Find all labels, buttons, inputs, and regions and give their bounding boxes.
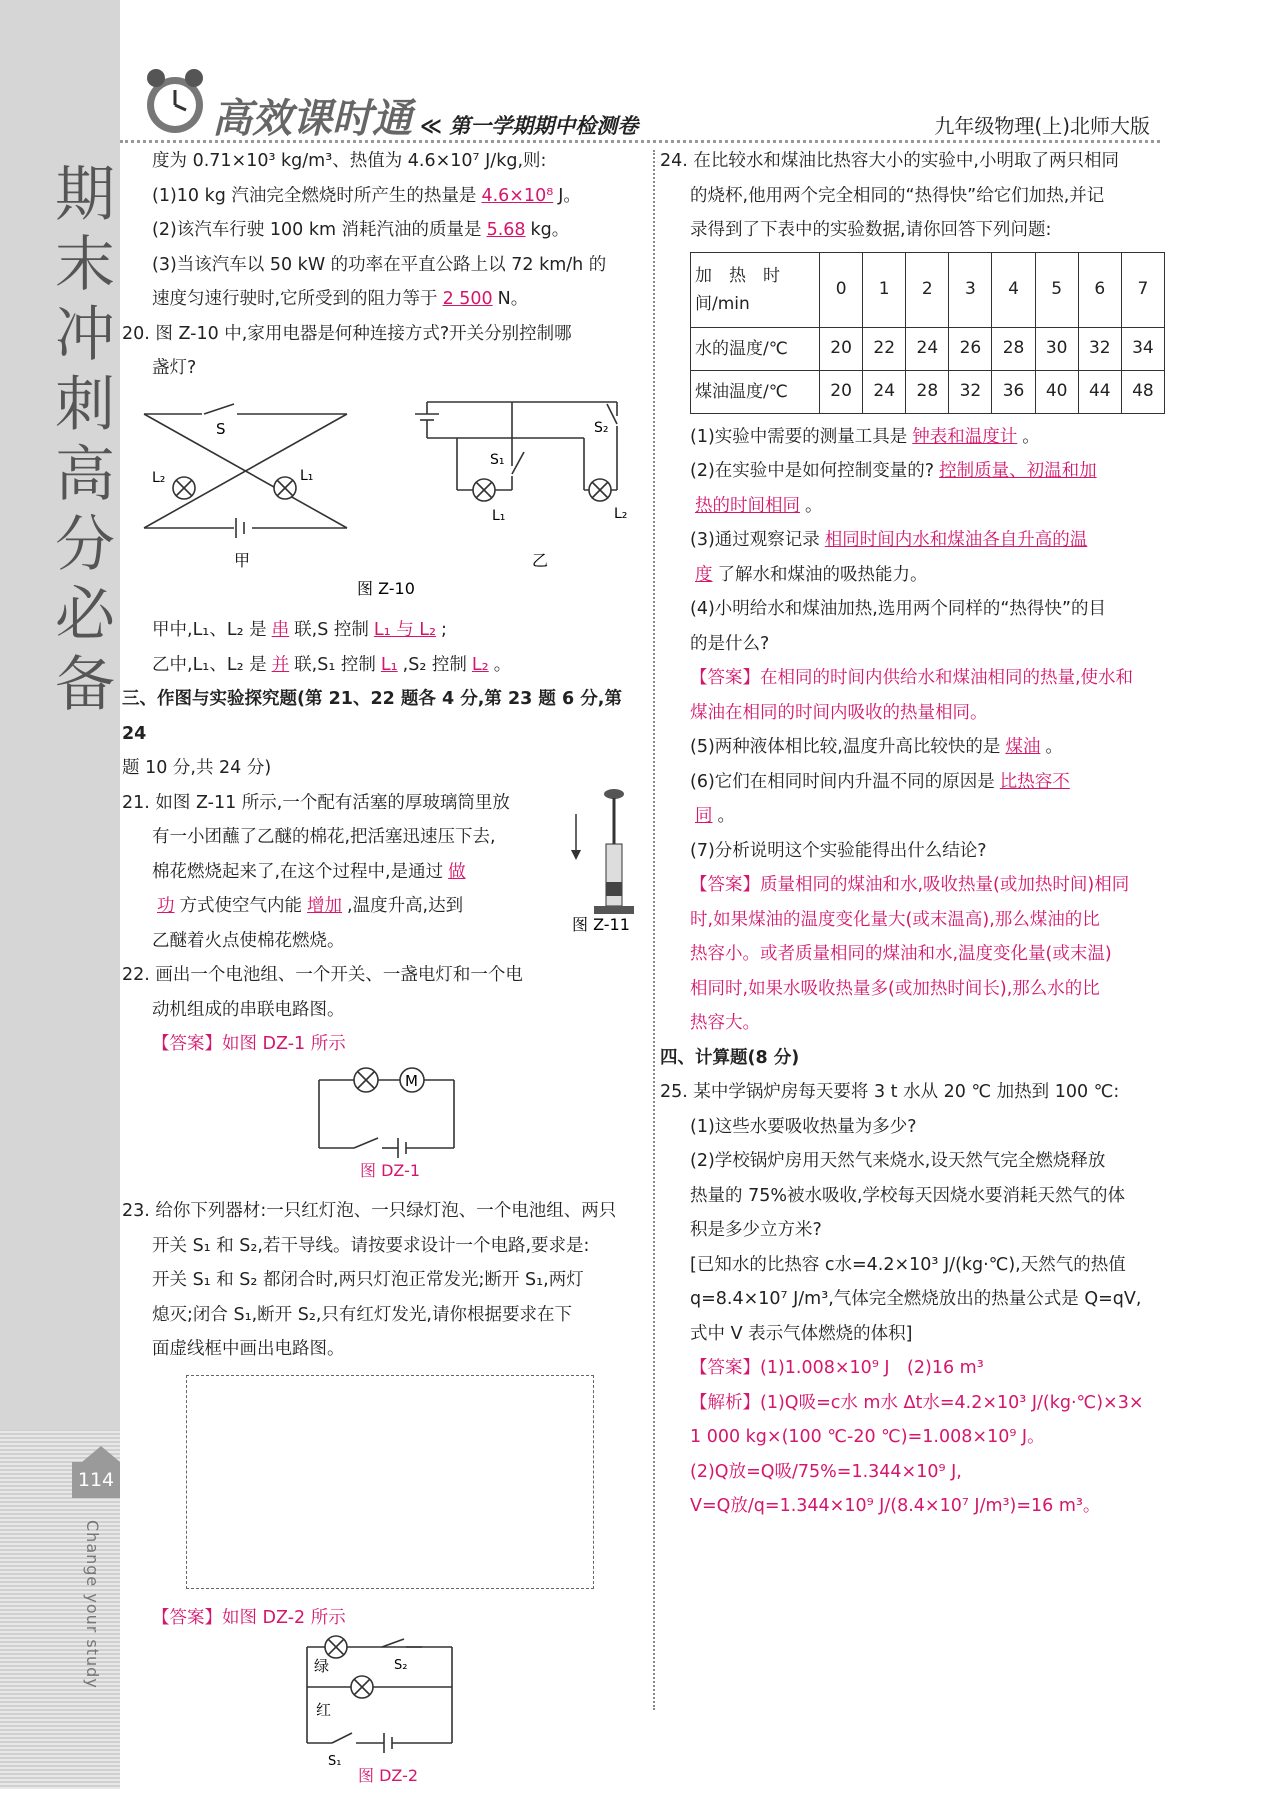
q22-stem-b: 动机组成的串联电路图。 — [152, 999, 345, 1020]
table-row-time — [691, 252, 1165, 327]
dz2-red-label: 红 — [316, 1701, 332, 1719]
q25-answer: 【答案】(1)1.008×10⁹ J (2)16 m³ — [690, 1358, 984, 1378]
right-column — [660, 144, 1165, 1524]
temperature-table — [690, 252, 1165, 414]
q25-known-1: [已知水的比热容 c水=4.2×10³ J/(kg·℃),天然气的热值 — [690, 1254, 1126, 1275]
q25-part2: (2)学校锅炉房用天然气来烧水,设天然气完全燃烧释放 — [690, 1151, 1106, 1171]
sidebar — [0, 0, 120, 1789]
dz1-caption: 图 DZ-1 — [360, 1160, 421, 1180]
z10-yi-l2: L₂ — [614, 505, 628, 522]
section-3-title: 三、作图与实验探究题(第 21、22 题各 4 分,第 23 题 6 分,第 24 — [122, 689, 622, 744]
q25-solution-2: 1 000 kg×(100 ℃-20 ℃)=1.008×10⁹ J。 — [690, 1427, 1045, 1447]
table-header-time: 加 热 时 间/min — [691, 252, 820, 327]
table-header-oil: 煤油温度/℃ — [691, 370, 820, 413]
q24-stem-b: 的烧杯,他用两个完全相同的“热得快”给它们加热,并记 — [690, 185, 1105, 206]
q24-part7-answer-d: 相同时,如果水吸收热量多(或加热时间长),那么水的比 — [690, 978, 1100, 999]
q24-part7-answer-e: 热容大。 — [690, 1013, 760, 1033]
z11-caption: 图 Z-11 — [572, 914, 630, 934]
page-number: 114 — [72, 1462, 120, 1498]
q21-block — [122, 786, 647, 959]
table-cell: 20 — [820, 370, 863, 413]
page-header — [120, 60, 1160, 140]
table-cell: 40 — [1035, 370, 1078, 413]
q23-answer: 【答案】如图 DZ-2 所示 — [152, 1607, 346, 1628]
table-cell: 6 — [1078, 252, 1121, 327]
q21-stem-c: 棉花燃烧起来了,在这个过程中,是通过 做 — [152, 861, 466, 882]
z10-yi-l1: L₁ — [492, 507, 506, 524]
table-cell: 24 — [906, 327, 949, 370]
q21-stem-e: 乙醚着火点使棉花燃烧。 — [152, 930, 345, 951]
sidebar-title: 期末冲刺高分必备 — [55, 160, 115, 720]
q19-part3: (3)当该汽车以 50 kW 的功率在平直公路上以 72 km/h 的 — [152, 254, 607, 275]
q21-stem-d: 功 方式使空气内能 增加 ,温度升高,达到 — [157, 896, 464, 916]
table-cell: 28 — [992, 327, 1035, 370]
q24-part2: (2)在实验中是如何控制变量的? 控制质量、初温和加 — [690, 461, 1097, 481]
table-cell: 32 — [949, 370, 992, 413]
section-3-title-b: 题 10 分,共 24 分) — [122, 758, 272, 778]
q24-part3-b: 度 了解水和煤油的吸热能力。 — [695, 564, 928, 585]
q24-part4-answer-b: 煤油在相同的时间内吸收的热量相同。 — [690, 702, 988, 723]
q25-part2-c: 积是多少立方米? — [690, 1220, 822, 1240]
dz1-motor-label: M — [405, 1071, 418, 1090]
q24-part6-b: 同 。 — [695, 806, 735, 826]
figure-z10 — [122, 386, 647, 601]
table-cell: 30 — [1035, 327, 1078, 370]
table-cell: 22 — [863, 327, 906, 370]
q24-part4: (4)小明给水和煤油加热,选用两个同样的“热得快”的目 — [690, 599, 1106, 619]
q20-stem-b: 盏灯? — [152, 358, 197, 378]
table-cell: 26 — [949, 327, 992, 370]
brand-name: 高效课时通 — [212, 96, 412, 138]
table-cell: 20 — [820, 327, 863, 370]
table-cell: 4 — [992, 252, 1035, 327]
q23-stem-e: 面虚线框中画出电路图。 — [152, 1339, 345, 1359]
q24-part4-b: 的是什么? — [690, 633, 770, 654]
column-divider — [653, 150, 655, 1710]
table-cell: 3 — [949, 252, 992, 327]
table-header-water: 水的温度/℃ — [691, 327, 820, 370]
z10-yi-s1: S₁ — [490, 451, 505, 468]
dz2-s1: S₁ — [328, 1754, 342, 1769]
q24-part4-answer: 【答案】在相同的时间内供给水和煤油相同的热量,使水和 — [690, 668, 1134, 688]
q23-stem: 23. 给你下列器材:一只红灯泡、一只绿灯泡、一个电池组、两只 — [122, 1201, 617, 1221]
q25-solution-3: (2)Q放=Q吸/75%=1.344×10⁹ J, — [690, 1461, 962, 1482]
z10-jia-l1: L₁ — [300, 467, 314, 484]
q24-part2-b: 热的时间相同 。 — [695, 495, 823, 516]
table-cell: 34 — [1121, 327, 1164, 370]
q23-stem-d: 熄灭;闭合 S₁,断开 S₂,只有红灯发光,请你根据要求在下 — [152, 1304, 572, 1325]
table-row-oil — [691, 370, 1165, 413]
figure-dz2 — [122, 1635, 647, 1785]
q24-part7-answer-c: 热容小。或者质量相同的煤油和水,温度变化量(或末温) — [690, 944, 1112, 964]
q24-part7-answer-b: 时,如果煤油的温度变化量大(或末温高),那么煤油的比 — [690, 909, 1100, 930]
table-cell: 7 — [1121, 252, 1164, 327]
q24-part3: (3)通过观察记录 相同时间内水和煤油各自升高的温 — [690, 530, 1088, 550]
q24-part7-answer: 【答案】质量相同的煤油和水,吸收热量(或加热时间)相同 — [690, 875, 1130, 895]
q19-part3-b: 速度匀速行驶时,它所受到的阻力等于 2 500 N。 — [152, 289, 529, 309]
z10-caption: 图 Z-10 — [357, 578, 415, 598]
q19-part1: (1)10 kg 汽油完全燃烧时所产生的热量是 4.6×10⁸ J。 — [152, 185, 581, 206]
q25-solution-1: 【解析】(1)Q吸=c水 m水 Δt水=4.2×10³ J/(kg·℃)×3× — [690, 1392, 1144, 1413]
q23-stem-c: 开关 S₁ 和 S₂ 都闭合时,两只灯泡正常发光;断开 S₁,两灯 — [152, 1270, 584, 1290]
table-cell: 24 — [863, 370, 906, 413]
q25-stem: 25. 某中学锅炉房每天要将 3 t 水从 20 ℃ 加热到 100 ℃: — [660, 1082, 1120, 1102]
q23-stem-b: 开关 S₁ 和 S₂,若干导线。请按要求设计一个电路,要求是: — [152, 1235, 590, 1256]
header-divider — [120, 140, 1160, 143]
table-cell: 2 — [906, 252, 949, 327]
q24-part5: (5)两种液体相比较,温度升高比较快的是 煤油 。 — [690, 737, 1063, 757]
alarm-clock-icon — [130, 60, 430, 138]
q21-stem: 21. 如图 Z-11 所示,一个配有活塞的厚玻璃筒里放 — [122, 792, 510, 813]
figure-z11-piston-tube — [562, 784, 652, 934]
dz2-green-label: 绿 — [314, 1657, 330, 1675]
q20-stem: 20. 图 Z-10 中,家用电器是何种连接方式?开关分别控制哪 — [122, 323, 572, 344]
q25-known-2: q=8.4×10⁷ J/m³,气体完全燃烧放出的热量公式是 Q=qV, — [690, 1289, 1142, 1309]
figure-dz1 — [122, 1062, 647, 1182]
dz2-caption: 图 DZ-2 — [358, 1766, 419, 1785]
table-cell: 5 — [1035, 252, 1078, 327]
z10-jia-l2: L₂ — [152, 469, 166, 486]
dz2-s2: S₂ — [394, 1658, 408, 1673]
q24-part7: (7)分析说明这个实验能得出什么结论? — [690, 840, 987, 861]
brand-logo — [130, 60, 430, 138]
q25-solution-4: V=Q放/q=1.344×10⁹ J/(8.4×10⁷ J/m³)=16 m³。 — [690, 1496, 1101, 1516]
q22-stem: 22. 画出一个电池组、一个开关、一盏电灯和一个电 — [122, 965, 523, 985]
table-cell: 28 — [906, 370, 949, 413]
left-column — [122, 144, 647, 1798]
section-4-title: 四、计算题(8 分) — [660, 1047, 800, 1068]
q21-stem-b: 有一小团蘸了乙醚的棉花,把活塞迅速压下去, — [152, 827, 496, 847]
z10-yi-s2: S₂ — [594, 419, 609, 436]
table-cell: 32 — [1078, 327, 1121, 370]
z10-jia-label: 甲 — [234, 550, 251, 570]
table-row-water — [691, 327, 1165, 370]
table-cell: 36 — [992, 370, 1035, 413]
q22-answer: 【答案】如图 DZ-1 所示 — [152, 1034, 346, 1054]
q25-part2-b: 热量的 75%被水吸收,学校每天因烧水要消耗天然气的体 — [690, 1185, 1126, 1206]
table-cell: 44 — [1078, 370, 1121, 413]
drawing-box-dashed — [186, 1375, 594, 1589]
grade-label: 九年级物理(上)北师大版 — [934, 114, 1150, 138]
exam-title: ≪ 第一学期期中检测卷 — [420, 114, 639, 138]
table-cell: 0 — [820, 252, 863, 327]
z10-yi-label: 乙 — [532, 550, 549, 570]
z10-switch-s: S — [216, 419, 226, 438]
q20-jia-answer: 甲中,L₁、L₂ 是 串 联,S 控制 L₁ 与 L₂ ; — [152, 620, 447, 640]
q25-part1: (1)这些水要吸收热量为多少? — [690, 1116, 917, 1137]
sidebar-slogan: Change your study — [83, 1520, 102, 1689]
table-cell: 48 — [1121, 370, 1164, 413]
q20-yi-answer: 乙中,L₁、L₂ 是 并 联,S₁ 控制 L₁ ,S₂ 控制 L₂ 。 — [152, 654, 512, 675]
table-cell: 1 — [863, 252, 906, 327]
q19-continued: 度为 0.71×10³ kg/m³、热值为 4.6×10⁷ J/kg,则: — [152, 151, 547, 171]
q25-known-3: 式中 V 表示气体燃烧的体积] — [690, 1323, 913, 1344]
q24-part1: (1)实验中需要的测量工具是 钟表和温度计 。 — [690, 426, 1040, 447]
q24-stem-c: 录得到了下表中的实验数据,请你回答下列问题: — [690, 220, 1052, 240]
q19-part2: (2)该汽车行驶 100 km 消耗汽油的质量是 5.68 kg。 — [152, 220, 570, 240]
q24-part6: (6)它们在相同时间内升温不同的原因是 比热容不 — [690, 771, 1070, 792]
q24-stem: 24. 在比较水和煤油比热容大小的实验中,小明取了两只相同 — [660, 151, 1119, 171]
